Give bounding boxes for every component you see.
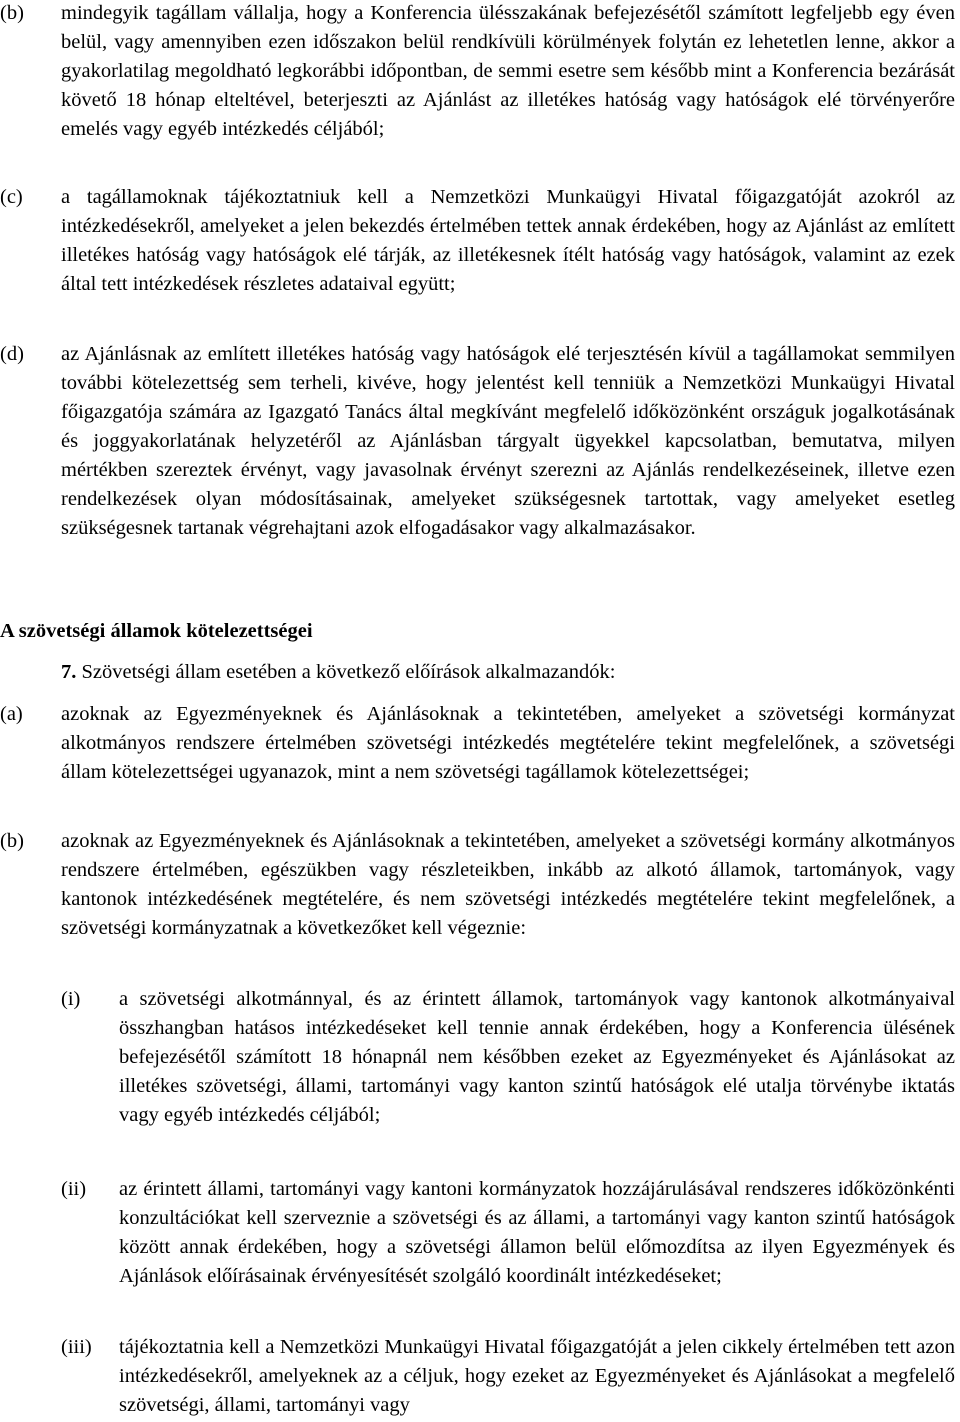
list-item-c [0, 183, 955, 299]
item-label: (c) [0, 186, 23, 208]
item-label: (a) [0, 703, 23, 725]
sub-item-ii [0, 1175, 955, 1291]
section-heading: A szövetségi államok kötelezettségei [0, 620, 313, 642]
sub-item-label: (iii) [61, 1336, 92, 1358]
list-item-d [0, 340, 955, 543]
sub-item-iii [0, 1333, 955, 1420]
sub-item-i [0, 985, 955, 1130]
item-label: (b) [0, 2, 24, 24]
item-text: azoknak az Egyezményeknek és Ajánlásoknak a tekintetében, amelyeket a szövetségi kormányzat alkotmányos rendszere értelmében szövetségi intézkedés megtételére tekint megfelelőnek, a szövetségi állam kötelezettségei ugyanazok, mint a nem szövetségi tagállamok kötelezettségei; [61, 703, 955, 783]
sub-item-text: tájékoztatnia kell a Nemzetközi Munkaügyi Hivatal főigazgatóját a jelen cikkely értelmében tett azon intézkedésekről, amelyeknek az a céljuk, hogy ezeket az Egyezményeket és Ajánlásokat a megfelelő szövetségi, állami, tartományi vagy [119, 1336, 955, 1416]
item-label: (b) [0, 830, 24, 852]
item-text: a tagállamoknak tájékoztatniuk kell a Nemzetközi Munkaügyi Hivatal főigazgatóját azokról az intézkedésekről, amelyeket a jelen bekezdés értelmében tettek annak érdekében, hogy az Ajánlást az említett illetékes hatóság vagy hatóságok elé tárják, az illetékesnek ítélt hatóság vagy hatóságok, valamint az ezek által tett intézkedések részletes adataival együtt; [61, 186, 955, 295]
paragraph-number: 7. [61, 661, 77, 683]
sub-item-text: az érintett állami, tartományi vagy kantoni kormányzatok hozzájárulásával rendszeres időközönkénti konzultációkat kell szerveznie a szövetségi és az állami, a tartományi vagy kanton szintű hatóságok között annak érdekében, hogy a szövetségi államon belül előmozdítsa az ilyen Egyezmények és Ajánlások előírásainak érvényesítését szolgáló koordinált intézkedéseket; [119, 1178, 955, 1287]
list-item-b-bottom [0, 827, 955, 943]
item-text: azoknak az Egyezményeknek és Ajánlásoknak a tekintetében, amelyeket a szövetségi kormány alkotmányos rendszere értelmében, egészükben vagy részleteikben, inkább az alkotó államok, tartományok, vagy kantonok intézkedésének megtételére, és nem szövetségi intézkedés megtételére tekint megfelelőnek, a szövetségi kormányzatnak a következőket kell végeznie: [61, 830, 955, 939]
item-text: mindegyik tagállam vállalja, hogy a Konferencia ülésszakának befejezésétől számított legfeljebb egy éven belül, vagy amennyiben ezen időszakon belül rendkívüli körülmények folytán ez lehetetlen lenne, akkor a gyakorlatilag megoldható legkorábbi időpontban, de semmi esetre sem később mint a Konferencia bezárását követő 18 hónap elteltével, beterjeszti az Ajánlást az illetékes hatóság vagy hatóságok elé törvényerőre emelés vagy egyéb intézkedés céljából; [61, 2, 955, 140]
list-item-b-top [0, 0, 955, 144]
paragraph-7-intro [61, 658, 615, 687]
list-item-a [0, 700, 955, 787]
sub-item-text: a szövetségi alkotmánnyal, és az érintett államok, tartományok vagy kantonok alkotmányaival összhangban hatásos intézkedéseket kell tennie annak érdekében, hogy a Konferencia ülésének befejezésétől számított 18 hónapnál nem későbben ezeket az Egyezményeket és Ajánlásokat az illetékes szövetségi, állami, tartományi vagy kanton szintű hatóságok elé utalja törvénybe iktatás vagy egyéb intézkedés céljából; [119, 988, 955, 1126]
sub-item-label: (ii) [61, 1178, 87, 1200]
item-text: az Ajánlásnak az említett illetékes hatóság vagy hatóságok elé terjesztésén kívül a tagállamokat semmilyen további kötelezettség sem terheli, kivéve, hogy jelentést kell tenniük a Nemzetközi Munkaügyi Hivatal főigazgatója számára az Igazgató Tanács által megkívánt megfelelő időközönként országuk jogalkotásának és joggyakorlatának helyzetéről az Ajánlásban tárgyalt ügyekkel kapcsolatban, bemutatva, milyen mértékben szereztek érvényt, vagy javasolnak érvényt szerezni az Ajánlás rendelkezéseinek, illetve ezen rendelkezések olyan módosításainak, amelyeket szükségesnek tartottak, vagy amelyeket esetleg szükségesnek tartanak végrehajtani azok elfogadásakor vagy alkalmazásakor. [61, 343, 955, 539]
paragraph-text: Szövetségi állam esetében a következő előírások alkalmazandók: [81, 661, 616, 683]
sub-item-label: (i) [61, 988, 81, 1010]
item-label: (d) [0, 343, 24, 365]
